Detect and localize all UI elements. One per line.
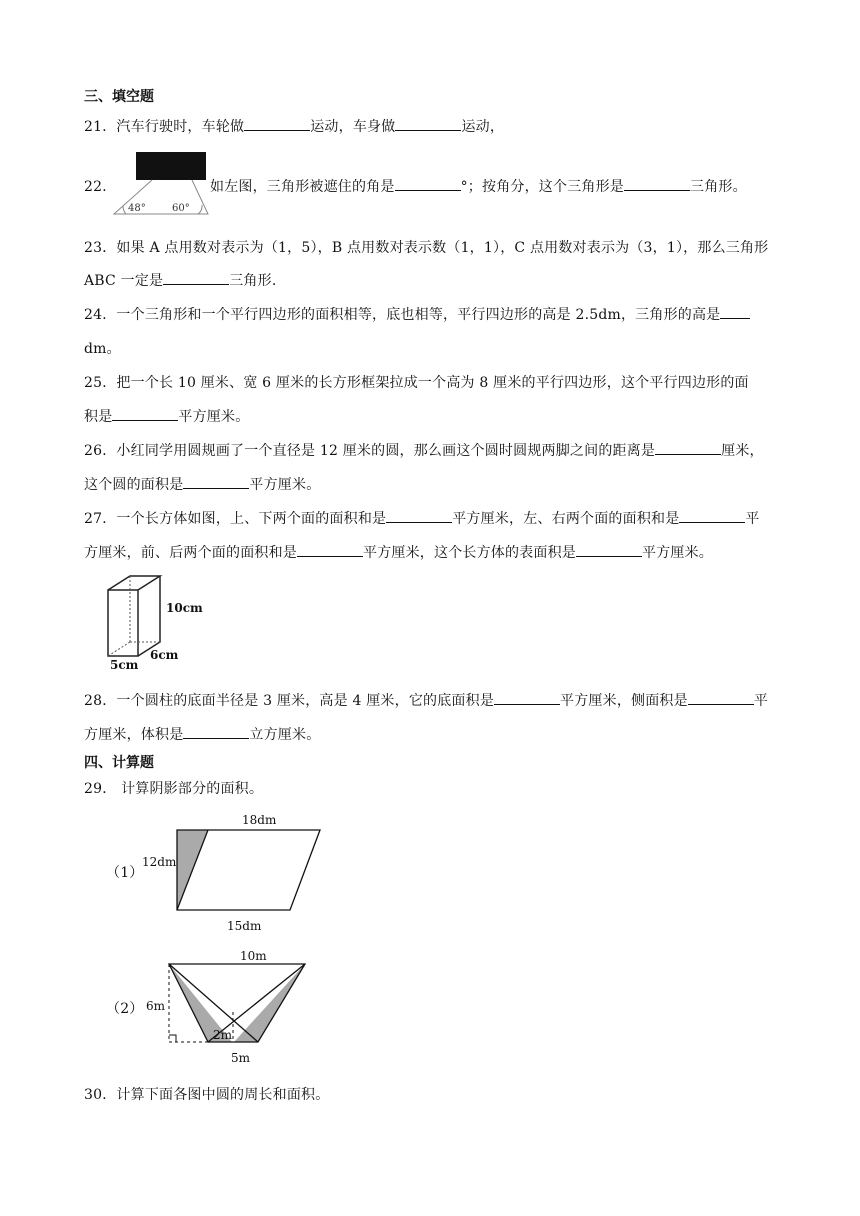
q27-line-2 bbox=[84, 542, 713, 562]
q27-text-d: 方厘米，前、后两个面的面积和是 bbox=[84, 545, 297, 561]
figure-1-label: （1） bbox=[106, 865, 144, 881]
q22-text-b: °；按角分，这个三角形是 bbox=[460, 179, 625, 195]
answer-blank bbox=[576, 542, 642, 557]
answer-blank bbox=[297, 542, 363, 557]
right-angle-mark bbox=[169, 1035, 176, 1042]
q23-line-2 bbox=[84, 270, 276, 290]
q21-number: 21． bbox=[84, 119, 117, 135]
angle-label-48: 48° bbox=[128, 203, 146, 214]
q28-text-e: 立方厘米。 bbox=[249, 727, 321, 743]
figure-2-label: （2） bbox=[106, 1001, 144, 1017]
q27-text-a: 27．一个长方体如图，上、下两个面的面积和是 bbox=[84, 511, 387, 527]
q22-text-c: 三角形。 bbox=[690, 179, 747, 195]
triangle-figure bbox=[112, 150, 210, 218]
label-inner: 2m bbox=[213, 1028, 233, 1042]
q28-text-d: 方厘米，体积是 bbox=[84, 727, 184, 743]
q25-text-b: 平方厘米。 bbox=[178, 409, 250, 425]
answer-blank bbox=[395, 116, 461, 131]
q27-line-1 bbox=[84, 508, 760, 528]
q21-text-c: 运动， bbox=[461, 119, 505, 135]
answer-blank bbox=[395, 176, 461, 191]
q26-line-2 bbox=[84, 474, 320, 494]
q24-text: 24．一个三角形和一个平行四边形的面积相等，底也相等，平行四边形的高是 2.5dm，三角形的高是 bbox=[84, 307, 721, 323]
label-height: 12dm bbox=[142, 855, 177, 869]
answer-blank bbox=[624, 176, 690, 191]
q28-line-2 bbox=[84, 724, 320, 744]
q25-text-a: 积是 bbox=[84, 409, 113, 425]
q28-text-c: 平 bbox=[753, 693, 769, 709]
q28-text-b: 平方厘米，侧面积是 bbox=[560, 693, 688, 709]
cuboid-figure bbox=[104, 574, 214, 674]
angle-arc-right bbox=[198, 205, 202, 214]
cuboid-height-label: 10cm bbox=[166, 601, 203, 615]
q26-text-b: 厘米， bbox=[721, 443, 764, 459]
q23-text-b: 三角形. bbox=[229, 273, 277, 289]
label-top: 18dm bbox=[242, 813, 277, 827]
q24-line-1 bbox=[84, 304, 750, 324]
answer-blank bbox=[163, 270, 229, 285]
answer-blank bbox=[183, 474, 249, 489]
q25-line-2 bbox=[84, 406, 249, 426]
question-21 bbox=[84, 116, 504, 136]
parallelogram-figure bbox=[140, 808, 340, 938]
q21-text-b: 运动，车身做 bbox=[310, 119, 396, 135]
q22-number: 22． bbox=[84, 179, 117, 195]
cuboid-top-face bbox=[108, 576, 160, 590]
label-bottom: 5m bbox=[231, 1051, 251, 1065]
angle-arc-left bbox=[123, 206, 126, 214]
label-bottom: 15dm bbox=[227, 919, 262, 933]
q23-text-a: ABC 一定是 bbox=[84, 273, 164, 289]
answer-blank bbox=[655, 440, 721, 455]
question-30: 30．计算下面各图中圆的周长和面积。 bbox=[84, 1087, 330, 1103]
q27-text-e: 平方厘米，这个长方体的表面积是 bbox=[363, 545, 576, 561]
q27-text-c: 平 bbox=[745, 511, 760, 527]
label-top: 10m bbox=[240, 949, 267, 963]
answer-blank bbox=[112, 406, 178, 421]
section-title-fill: 三、填空题 bbox=[84, 89, 154, 105]
answer-blank bbox=[183, 724, 249, 739]
q27-text-f: 平方厘米。 bbox=[642, 545, 713, 561]
shaded-triangles-figure bbox=[140, 944, 320, 1072]
q27-text-b: 平方厘米，左、右两个面的面积和是 bbox=[452, 511, 680, 527]
angle-label-60: 60° bbox=[172, 203, 190, 214]
answer-blank bbox=[494, 690, 560, 705]
cuboid-length-label: 5cm bbox=[110, 658, 139, 672]
answer-blank bbox=[679, 508, 745, 523]
q28-text-a: 28．一个圆柱的底面半径是 3 厘米，高是 4 厘米，它的底面积是 bbox=[84, 693, 495, 709]
q21-text-a: 汽车行驶时，车轮做 bbox=[116, 119, 245, 135]
answer-blank bbox=[688, 690, 754, 705]
q24-line-2: dm。 bbox=[84, 341, 121, 357]
hidden-edge bbox=[108, 642, 130, 656]
answer-blank bbox=[386, 508, 452, 523]
q26-text-a: 26．小红同学用圆规画了一个直径是 12 厘米的圆，那么画这个圆时圆规两脚之间的距离是 bbox=[84, 443, 656, 459]
cuboid-width-label: 6cm bbox=[150, 648, 179, 662]
answer-blank bbox=[720, 304, 750, 319]
q22-text-a: 如左图，三角形被遮住的角是 bbox=[210, 179, 395, 195]
q26-text-c: 这个圆的面积是 bbox=[84, 477, 184, 493]
question-29: 29． 计算阴影部分的面积。 bbox=[84, 781, 264, 797]
q26-text-d: 平方厘米。 bbox=[249, 477, 321, 493]
label-height: 6m bbox=[146, 999, 166, 1013]
q25-line-1: 25．把一个长 10 厘米、宽 6 厘米的长方形框架拉成一个高为 8 厘米的平行四边形，这个平行四边形的面 bbox=[84, 375, 749, 391]
question-22 bbox=[210, 176, 747, 196]
cover-block bbox=[136, 152, 206, 180]
answer-blank bbox=[244, 116, 310, 131]
q23-line-1: 23．如果 A 点用数对表示为（1，5），B 点用数对表示数（1，1），C 点用数对表示为（3，1），那么三角形 bbox=[84, 240, 769, 256]
q26-line-1 bbox=[84, 440, 764, 460]
q28-line-1 bbox=[84, 690, 768, 710]
section-title-calc: 四、计算题 bbox=[84, 755, 154, 771]
